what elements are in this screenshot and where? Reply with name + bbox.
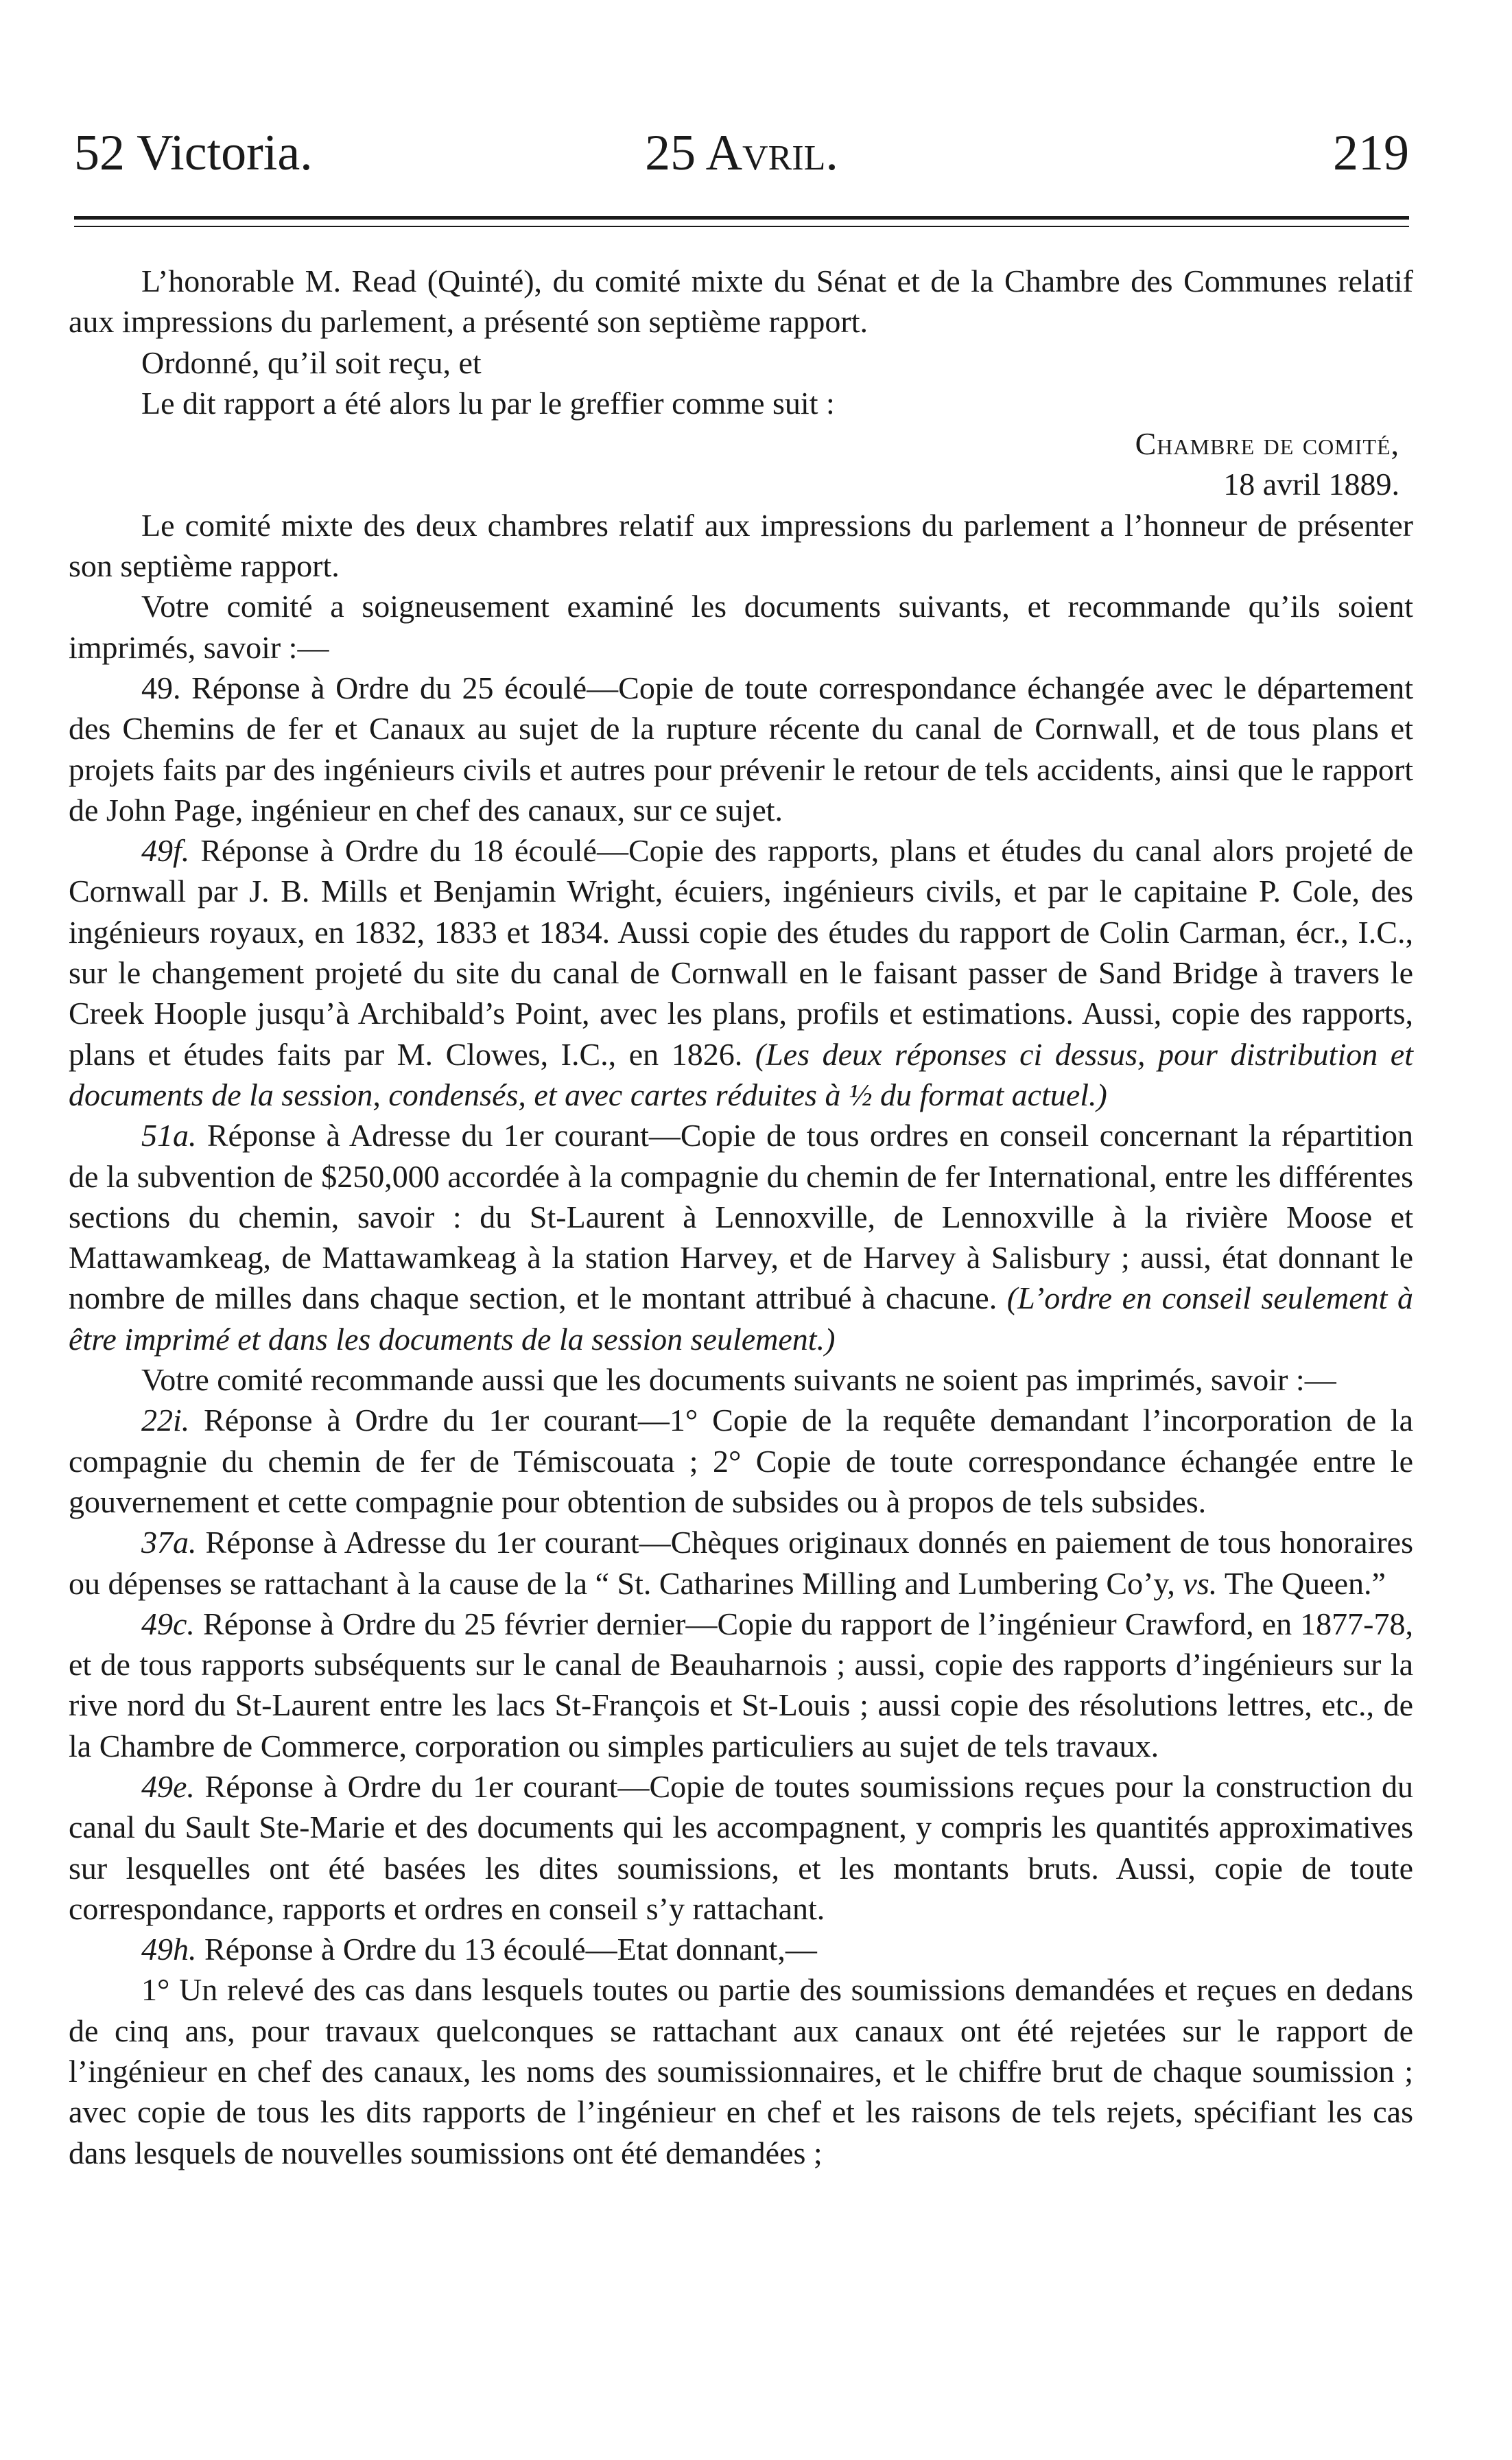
paragraph-report-presented: L’honorable M. Read (Quinté), du comité mixte du Sénat et de la Chambre des Communes relatif aux impressions du parlement, a présenté son septième rapport. <box>69 263 1413 340</box>
body-text <box>69 261 1413 2173</box>
item-number: 49. <box>141 670 181 705</box>
signature-date: 18 avril 1889. <box>1223 467 1399 502</box>
page-number: 219 <box>1333 125 1409 181</box>
paragraph-ordered: Ordonné, qu’il soit reçu, et <box>141 344 482 380</box>
paragraph-recommend-print: Votre comité a soigneusement examiné les documents suivants, et recommande qu’ils soient imprimés, savoir :— <box>69 589 1413 665</box>
paragraph-committee-honour: Le comité mixte des deux chambres relatif aux impressions du parlement a l’honneur de présenter son septième rapport. <box>69 507 1413 584</box>
item-number: 49f. <box>141 833 190 869</box>
item-number: 22i. <box>141 1403 190 1438</box>
item-49h: 49h. Réponse à Ordre du 13 écoulé—Etat donnant,— <box>141 1932 817 1967</box>
item-37a: 37a. Réponse à Adresse du 1er courant—Chèques originaux donnés en paiement de tous honoraires ou dépenses se rattachant à la cause de la “ St. Catharines Milling and Lumbering Co’y, vs. The Queen.” <box>69 1525 1413 1601</box>
item-number: 49e. <box>141 1768 195 1804</box>
item-49: 49. Réponse à Ordre du 25 écoulé—Copie de toute correspondance échangée avec le département des Chemins de fer et Canaux au sujet de la rupture récente du canal de Cornwall, et de tous plans et projets faits par des ingénieurs civils et autres pour prévenir le retour de tels accidents, ainsi que le rapport de John Page, ingénieur en chef des canaux, sur ce sujet. <box>69 670 1413 828</box>
paragraph-item-1: 1° Un relevé des cas dans lesquels toutes ou partie des soumissions demandées et reçues en dedans de cinq ans, pour travaux quelconques se rattachant aux canaux ont été rejetées sur le rapport de l’ingénieur en chef des canaux, les noms des soumissionnaires, et le chiffre brut de chaque soumission ; avec copie de tous les dits rapports de l’ingénieur en chef et les raisons de tels rejets, spécifiant les cas dans lesquels de nouvelles soumissions ont été demandées ; <box>69 1972 1413 2170</box>
item-number: 49c. <box>141 1606 195 1641</box>
italic-note: (Les deux réponses ci dessus, pour distribution et documents de la session, condensés, et avec cartes réduites à ½ du format actuel.) <box>69 1036 1413 1112</box>
date-heading: 25 Avril. <box>645 125 838 181</box>
italic-note: (L’ordre en conseil seulement à être imprimé et dans les documents de la session seulement.) <box>69 1280 1413 1357</box>
paragraph-not-print: Votre comité recommande aussi que les documents suivants ne soient pas imprimés, savoir :— <box>141 1362 1336 1398</box>
header-rule-thick <box>74 216 1409 220</box>
paragraph-read: Le dit rapport a été alors lu par le greffier comme suit : <box>141 385 835 421</box>
item-51a: 51a. Réponse à Adresse du 1er courant—Copie de tous ordres en conseil concernant la répartition de la subvention de $250,000 accordée à la compagnie du chemin de fer International, entre les différentes sections du chemin, savoir : du St-Laurent à Lennoxville, de Lennoxville à la rivière Moose et Mattawamkeag, de Mattawamkeag à la station Harvey, et de Harvey à Salisbury ; aussi, état donnant le nombre de milles dans chaque section, et le montant attribué à chacune. (L’ordre en conseil seulement à être imprimé et dans les documents de la session seulement.) <box>69 1118 1413 1357</box>
session-label: 52 Victoria. <box>74 125 313 181</box>
item-number: 49h. <box>141 1932 197 1967</box>
signature-place: Chambre de comité, <box>1135 426 1399 462</box>
item-number: 51a. <box>141 1118 197 1153</box>
item-49f: 49f. Réponse à Ordre du 18 écoulé—Copie des rapports, plans et études du canal alors projeté de Cornwall par J. B. Mills et Benjamin Wright, écuiers, ingénieurs civils, et par le capitaine P. Cole, des ingénieurs royaux, en 1832, 1833 et 1834. Aussi copie des études du rapport de Colin Carman, écr., I.C., sur le changement projeté du site du canal de Cornwall en le faisant passer de Sand Bridge à travers le Creek Hoople jusqu’à Archibald’s Point, avec les plans, profils et estimations. Aussi, copie des rapports, plans et études faits par M. Clowes, I.C., en 1826. (Les deux réponses ci dessus, pour distribution et documents de la session, condensés, et avec cartes réduites à ½ du format actuel.) <box>69 833 1413 1112</box>
item-number: 37a. <box>141 1525 197 1560</box>
page-header <box>74 122 1409 184</box>
item-49e: 49e. Réponse à Ordre du 1er courant—Copie de toutes soumissions reçues pour la construction du canal du Sault Ste-Marie et des documents qui les accompagnent, y compris les quantités approximatives sur lesquelles ont été basées les dites soumissions, et les montants bruts. Aussi, copie de toute correspondance, rapports et ordres en conseil s’y rattachant. <box>69 1768 1413 1926</box>
item-49c: 49c. Réponse à Ordre du 25 février dernier—Copie du rapport de l’ingénieur Crawford, en 1877-78, et de tous rapports subséquents sur le canal de Beauharnois ; aussi, copie des rapports d’ingénieurs sur la rive nord du St-Laurent entre les lacs St-François et St-Louis ; aussi copie des résolutions lettres, etc., de la Chambre de Commerce, corporation ou simples particuliers au sujet de tels travaux. <box>69 1606 1413 1764</box>
item-22i: 22i. Réponse à Ordre du 1er courant—1° Copie de la requête demandant l’incorporation de la compagnie du chemin de fer de Témiscouata ; 2° Copie de toute correspondance échangée entre le gouvernement et cette compagnie pour obtention de subsides ou à propos de tels subsides. <box>69 1403 1413 1519</box>
header-rule-thin <box>74 226 1409 227</box>
